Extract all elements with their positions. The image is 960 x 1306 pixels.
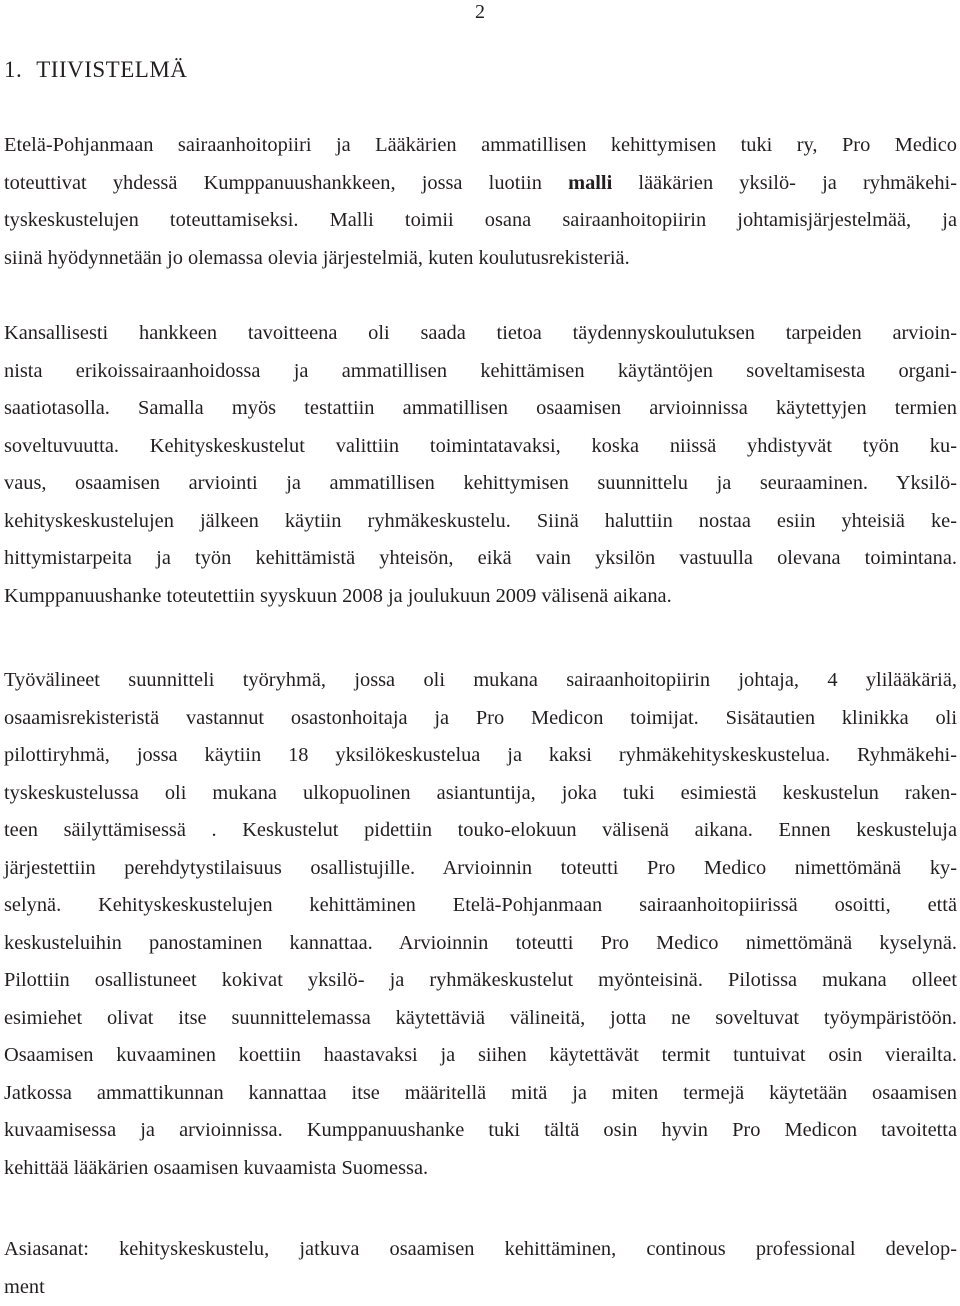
paragraph-line: tyskeskustelujen toteuttamiseksi. Malli toimii osana sairaanhoitopiirin johtamisjärjestelmää, ja bbox=[4, 202, 957, 240]
paragraph-line: järjestettiin perehdytystilaisuus osallistujille. Arvioinnin toteutti Pro Medico nimettömänä ky- bbox=[4, 850, 957, 888]
keywords-line: ment bbox=[4, 1269, 957, 1306]
paragraph-line: selynä. Kehityskeskustelujen kehittäminen Etelä-Pohjanmaan sairaanhoitopiirissä osoitti, että bbox=[4, 887, 957, 925]
paragraph-line: teen säilyttämisessä . Keskustelut pidettiin touko-elokuun välisenä aikana. Ennen keskusteluja bbox=[4, 812, 957, 850]
paragraph-line: saatiotasolla. Samalla myös testattiin ammatillisen osaamisen arvioinnissa käytettyjen termien bbox=[4, 390, 957, 428]
emphasis-malli: malli bbox=[568, 172, 612, 194]
paragraph-line: pilottiryhmä, jossa käytiin 18 yksilökeskustelua ja kaksi ryhmäkehityskeskustelua. Ryhmäkehi- bbox=[4, 737, 957, 775]
keywords-paragraph bbox=[4, 1231, 957, 1306]
section-number: 1. bbox=[4, 57, 22, 82]
paragraph-line: keskusteluihin panostaminen kannattaa. Arvioinnin toteutti Pro Medico nimettömänä kyselynä. bbox=[4, 925, 957, 963]
paragraph-line: esimiehet olivat itse suunnittelemassa käytettäviä välineitä, jotta ne soveltuvat työympäristöön. bbox=[4, 1000, 957, 1038]
paragraph-line: Työvälineet suunnitteli työryhmä, jossa oli mukana sairaanhoitopiirin johtaja, 4 ylilääkäriä, bbox=[4, 662, 957, 700]
paragraph-line bbox=[4, 165, 957, 203]
paragraph-line: Osaamisen kuvaaminen koettiin haastavaksi ja siihen käytettävät termit tuntuivat osin vierailta. bbox=[4, 1037, 957, 1075]
text-segment: toteuttivat yhdessä Kumppanuushankkeen, jossa luotiin bbox=[4, 172, 568, 194]
text-segment: lääkärien yksilö- ja ryhmäkehi- bbox=[612, 172, 957, 194]
paragraph-line: siinä hyödynnetään jo olemassa olevia järjestelmiä, kuten koulutusrekisteriä. bbox=[4, 240, 957, 278]
paragraph-line: osaamisrekisteristä vastannut osastonhoitaja ja Pro Medicon toimijat. Sisätautien klinikka oli bbox=[4, 700, 957, 738]
section-heading bbox=[4, 56, 187, 84]
paragraph-line: vaus, osaamisen arviointi ja ammatillisen kehittymisen suunnittelu ja seuraaminen. Yksilö- bbox=[4, 465, 957, 503]
paragraph-line: Etelä-Pohjanmaan sairaanhoitopiiri ja Lääkärien ammatillisen kehittymisen tuki ry, Pro Medico bbox=[4, 127, 957, 165]
paragraph-line: Kansallisesti hankkeen tavoitteena oli saada tietoa täydennyskoulutuksen tarpeiden arvioin- bbox=[4, 315, 957, 353]
paragraph-line: Jatkossa ammattikunnan kannattaa itse määritellä mitä ja miten termejä käytetään osaamisen bbox=[4, 1075, 957, 1113]
paragraph-line: nista erikoissairaanhoidossa ja ammatillisen kehittämisen käytäntöjen soveltamisesta organi- bbox=[4, 353, 957, 391]
paragraph-national-goals bbox=[4, 315, 957, 615]
page-number: 2 bbox=[475, 0, 485, 24]
paragraph-summary-intro bbox=[4, 127, 957, 277]
paragraph-line: kehittää lääkärien osaamisen kuvaamista Suomessa. bbox=[4, 1150, 957, 1188]
paragraph-line: tyskeskustelussa oli mukana ulkopuolinen asiantuntija, joka tuki esimiestä keskustelun raken- bbox=[4, 775, 957, 813]
paragraph-line: hittymistarpeita ja työn kehittämistä yhteisön, eikä vain yksilön vastuulla olevana toimintana. bbox=[4, 540, 957, 578]
section-title: TIIVISTELMÄ bbox=[36, 57, 187, 82]
paragraph-tools-pilot bbox=[4, 662, 957, 1187]
paragraph-line: kuvaamisessa ja arvioinnissa. Kumppanuushanke tuki tältä osin hyvin Pro Medicon tavoitetta bbox=[4, 1112, 957, 1150]
paragraph-line: Kumppanuushanke toteutettiin syyskuun 2008 ja joulukuun 2009 välisenä aikana. bbox=[4, 578, 957, 616]
paragraph-line: soveltuvuutta. Kehityskeskustelut valittiin toimintatavaksi, koska niissä yhdistyvät työn ku- bbox=[4, 428, 957, 466]
paragraph-line: Pilottiin osallistuneet kokivat yksilö- ja ryhmäkeskustelut myönteisinä. Pilotissa mukana olleet bbox=[4, 962, 957, 1000]
keywords-line: Asiasanat: kehityskeskustelu, jatkuva osaamisen kehittäminen, continous professional develop- bbox=[4, 1231, 957, 1269]
paragraph-line: kehityskeskustelujen jälkeen käytiin ryhmäkeskustelu. Siinä haluttiin nostaa esiin yhteisiä ke- bbox=[4, 503, 957, 541]
